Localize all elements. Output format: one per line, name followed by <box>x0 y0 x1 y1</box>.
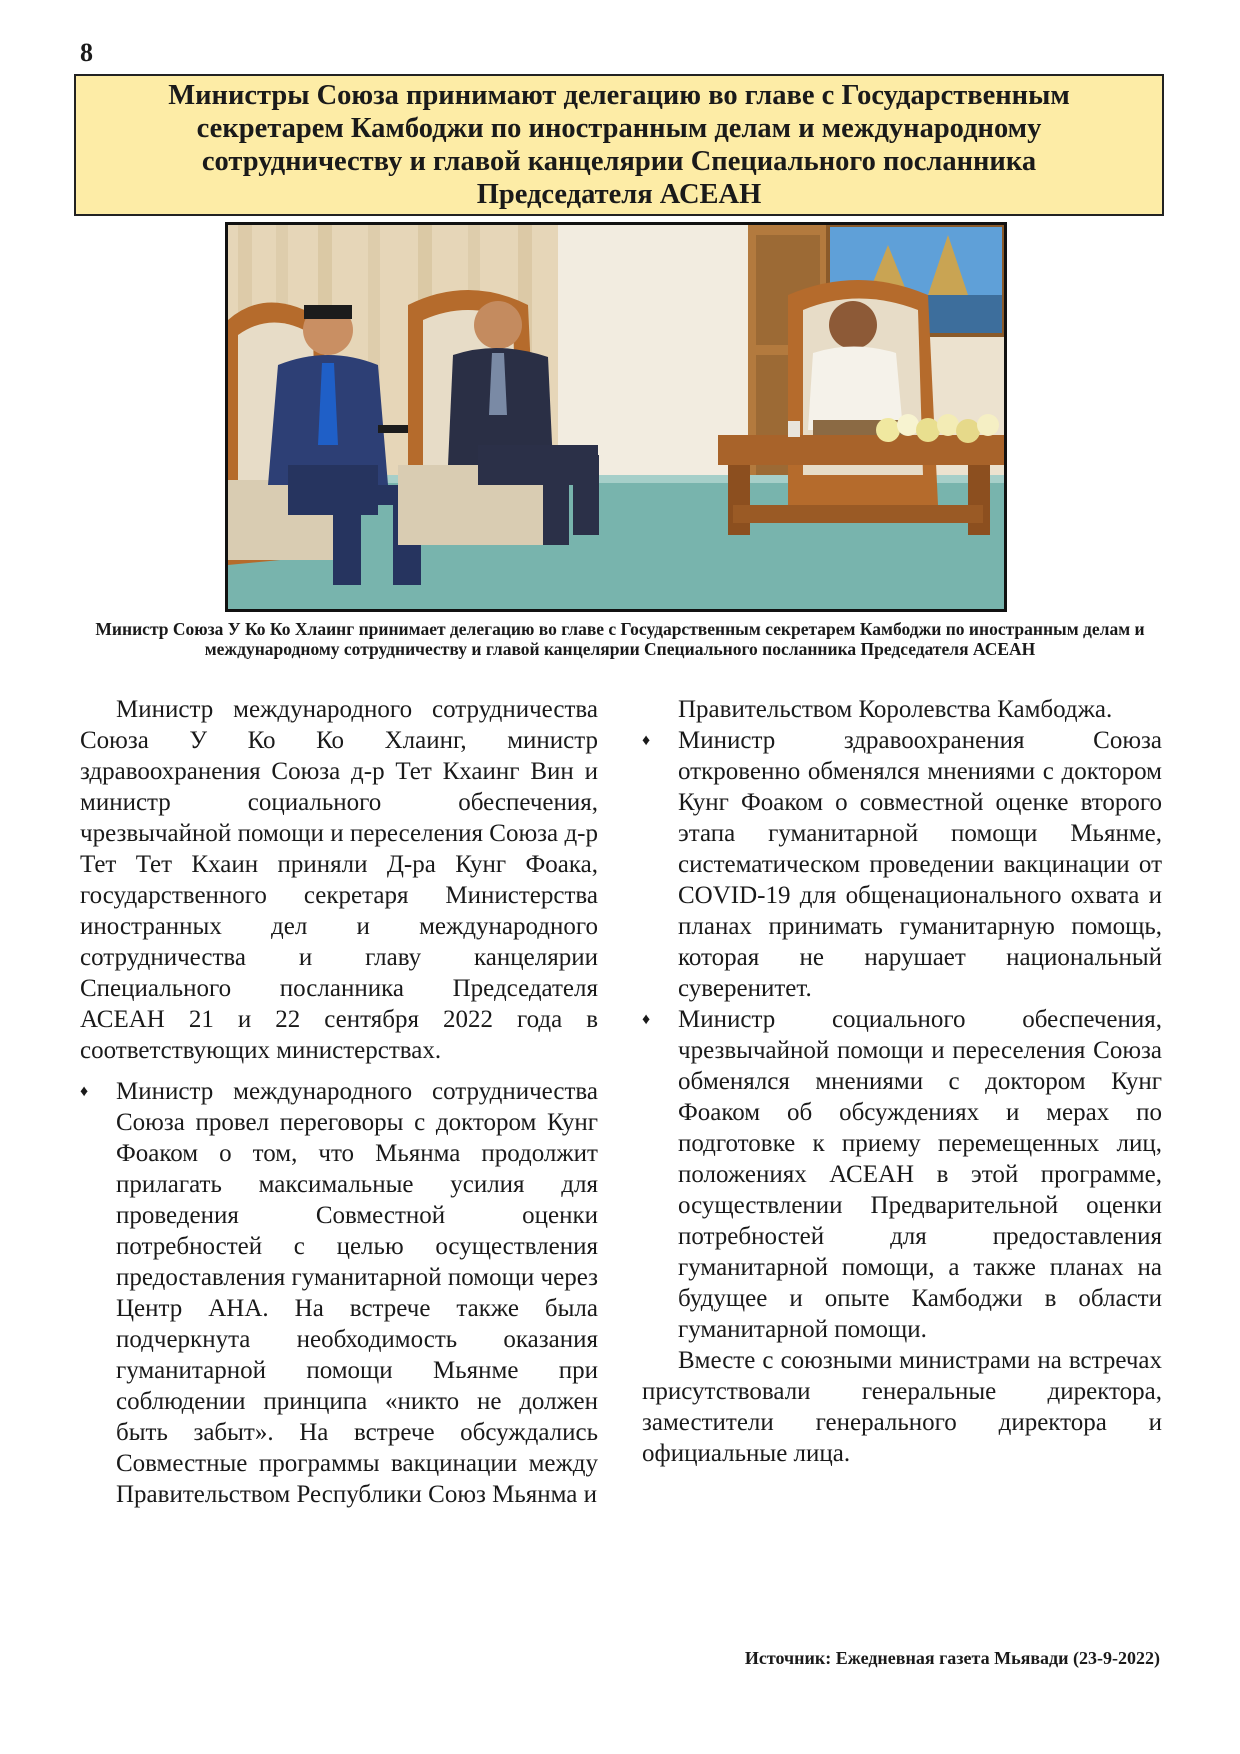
source-credit: Источник: Ежедневная газета Мьявади (23-9-2022) <box>744 1648 1160 1668</box>
intro-paragraph: Министр международного сотрудничества Союза У Ко Ко Хлаинг, министр здравоохранения Союза д-р Тет Кхаинг Вин и министр социального обеспечения, чрезвычайной помощи и переселения Союза д-р Тет Тет Кхаин приняли Д-ра Кунг Фоака, государственного секретаря Министерства иностранных дел и международного сотрудничества и главу канцелярии Специального посланника Председателя АСЕАН 21 и 22 сентября 2022 года в соответствующих министерствах. <box>80 696 598 1064</box>
meeting-photo <box>225 222 1007 612</box>
right-column <box>642 694 1162 1469</box>
bullet-item-continuation: Правительством Королевства Камбоджа. <box>678 696 1113 723</box>
bullet-item-international-cooperation: ♦ Министр международного сотрудничества Союза провел переговоры с доктором Кунг Фоаком о том, что Мьянма продолжит прилагать максимальные усилия для проведения Совместной оценки потребностей с целью осуществления предоставления гуманитарной помощи через Центр АНА. На встрече также была подчеркнута необходимость оказания гуманитарной помощи Мьянме при соблюдении принципа «никто не должен быть забыт». На встрече обсуждались Совместные программы вакцинации между Правительством Республики Союз Мьянма и <box>80 1076 598 1510</box>
headline: Министры Союза принимают делегацию во главе с Государственным секретарем Камбоджи по иностранным делам и международному сотрудничеству и главой канцелярии Специального посланника Председателя АСЕАН <box>168 80 1070 210</box>
page-number: 8 <box>80 38 93 67</box>
bullet-item-social-welfare: ♦ Министр социального обеспечения, чрезвычайной помощи и переселения Союза обменялся мнениями с доктором Кунг Фоаком об обсуждениях и мерах по подготовке к приему перемещенных лиц, положениях АСЕАН в этой программе, осуществлении Предварительной оценки потребностей для предоставления гуманитарной помощи, а также планах на будущее и опыте Камбоджи в области гуманитарной помощи. <box>642 1004 1162 1345</box>
headline-box <box>74 74 1164 216</box>
left-column <box>80 694 598 1510</box>
closing-paragraph: Вместе с союзными министрами на встречах присутствовали генеральные директора, заместители генерального директора и официальные лица. <box>642 1347 1162 1467</box>
photo-caption: Министр Союза У Ко Ко Хлаинг принимает делегацию во главе с Государственным секретарем Камбоджи по иностранным делам и международному сотрудничеству и главой канцелярии Специального посланника Председателя АСЕАН <box>95 619 1145 659</box>
bullet-item-health: ♦ Министр здравоохранения Союза откровенно обменялся мнениями с доктором Кунг Фоаком о совместной оценке второго этапа гуманитарной помощи Мьянме, систематическом проведении вакцинации от COVID-19 для общенационального охвата и планах принимать гуманитарную помощь, которая не нарушает национальный суверенитет. <box>642 725 1162 1004</box>
